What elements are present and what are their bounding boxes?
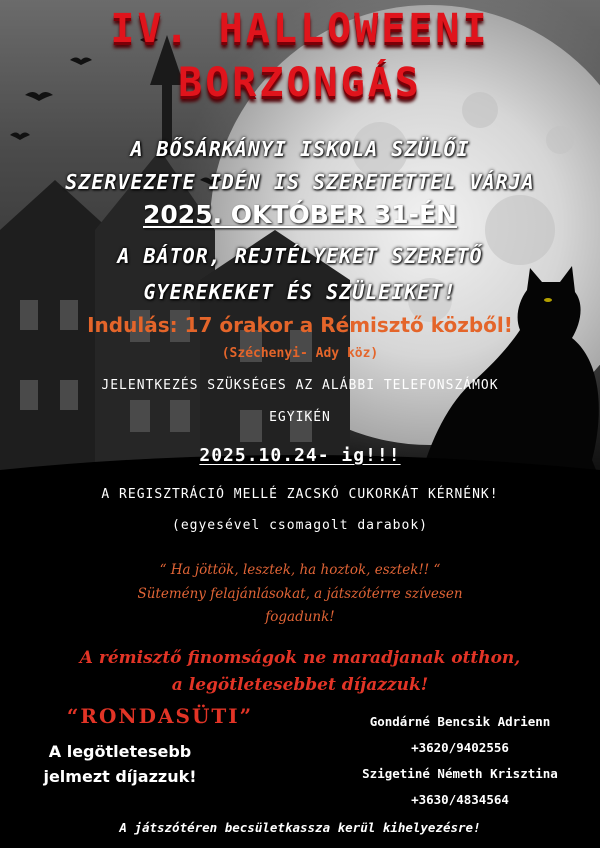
- contact-2-phone: +3630/4834564: [411, 792, 509, 807]
- costume-line-2: jelmezt díjazzuk!: [43, 767, 197, 786]
- quote-line-1: “ Ha jöttök, lesztek, ha hoztok, esztek!! “: [159, 562, 441, 578]
- quote-line-2: Sütemény felajánlásokat, a játszótérre szívesen: [137, 586, 463, 602]
- contact-1-name: Gondárné Bencsik Adrienn: [369, 714, 551, 729]
- costume-line-1: A legötletesebb: [48, 742, 192, 761]
- start-location: (Széchenyi- Ady köz): [221, 346, 379, 361]
- title-line-2: BORZONGÁS: [178, 60, 422, 106]
- intro-line-2: SZERVEZETE IDÉN IS SZERETETTEL VÁRJA: [65, 170, 535, 194]
- treats-line-2: a legötletesebbet díjazzuk!: [171, 675, 429, 695]
- contact-2-name: Szigetiné Németh Krisztina: [362, 766, 558, 781]
- audience-line-2: GYEREKEKET ÉS SZÜLEIKET!: [143, 280, 457, 304]
- audience-line-1: A BÁTOR, REJTÉLYEKET SZERETŐ: [117, 244, 483, 268]
- event-date: 2025. OKTÓBER 31-ÉN: [143, 200, 457, 229]
- intro-line-1: A BŐSÁRKÁNYI ISKOLA SZÜLŐI: [130, 137, 470, 161]
- quote-line-3: fogadunk!: [265, 609, 335, 625]
- contact-1-phone: +3620/9402556: [411, 740, 509, 755]
- title-line-1: IV. HALLOWEENI: [110, 6, 490, 52]
- registration-line-2: EGYIKÉN: [269, 410, 331, 425]
- footer-note: A játszótéren becsületkassza kerül kihelyezésre!: [119, 820, 481, 835]
- contest-name: “RONDASÜTI”: [66, 704, 254, 728]
- candy-request: A REGISZTRÁCIÓ MELLÉ ZACSKÓ CUKORKÁT KÉRNÉNK!: [101, 487, 499, 502]
- start-time: Indulás: 17 órakor a Rémisztő közből!: [87, 313, 513, 337]
- registration-line-1: JELENTKEZÉS SZÜKSÉGES AZ ALÁBBI TELEFONSZÁMOK: [101, 378, 499, 393]
- registration-deadline: 2025.10.24- ig!!!: [199, 445, 401, 466]
- treats-line-1: A rémisztő finomságok ne maradjanak otthon,: [79, 648, 521, 668]
- candy-note: (egyesével csomagolt darabok): [172, 518, 428, 533]
